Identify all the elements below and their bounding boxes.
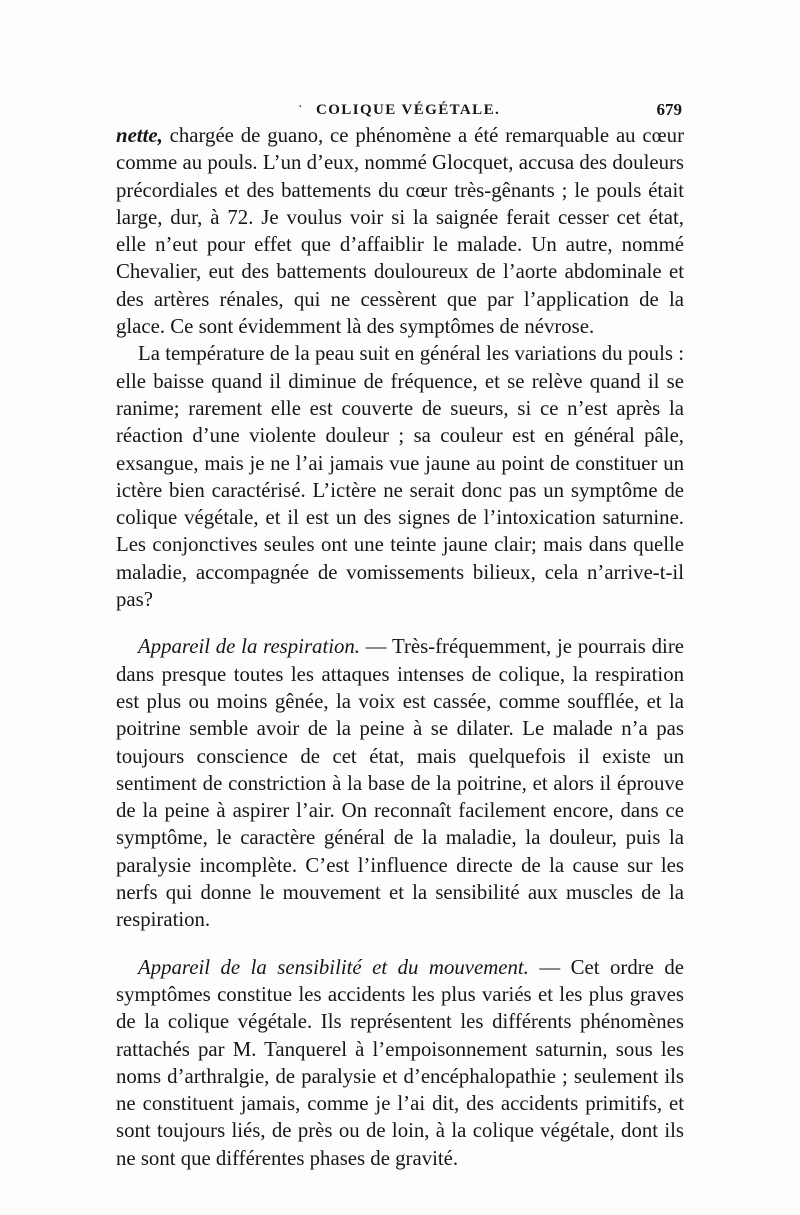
page-number: 679 — [656, 100, 682, 119]
section-heading-sensibility-movement: Appareil de la sensibilité et du mouvement. — [138, 955, 529, 979]
section-heading-respiration: Appareil de la respiration. — [138, 635, 360, 659]
paragraph-sensibility-movement-text: — Cet ordre de symptômes constitue les accidents les plus variés et les plus graves de la colique végétale. Ils représentent les différents phénomènes rattachés par M. Tanquerel à l’empoisonnement saturnin, sous les noms d’arthralgie, de paralysie et d’encéphalopathie ; seulement ils ne constituent jamais, comme je l’ai dit, des accidents primitifs, et sont toujours liés, de près ou de loin, à la colique végétale, dont ils ne sont que différentes phases de gravité. — [116, 955, 684, 1170]
paragraph-continued-text: chargée de guano, ce phénomène a été remarquable au cœur comme au pouls. L’un d’eux, nommé Glocquet, accusa des douleurs précordiales et des battements du cœur très-gênants ; le pouls était large, dur, à 72. Je voulus voir si la saignée ferait cesser cet état, elle n’eut pour effet que d’affaiblir le malade. Un autre, nommé Chevalier, eut des battements douloureux de l’aorte abdominale et des artères rénales, qui ne cessèrent que par l’application de la glace. Ce sont évidemment là des symptômes de névrose. — [116, 124, 684, 339]
paragraph-skin-temperature-text: La température de la peau suit en général les variations du pouls : elle baisse quand il diminue de fréquence, et se relève quand il se ranime; rarement elle est couverte de sueurs, si ce n’est après la réaction d’une violente douleur ; sa couleur est en général pâle, exsangue, mais je ne l’ai jamais vue jaune au point de constituer un ictère bien caractérisé. L’ictère ne serait donc pas un symptôme de colique végétale, et il est un des signes de l’intoxication saturnine. Les conjonctives seules ont une teinte jaune clair; mais dans quelle maladie, accompagnée de vomissements bilieux, cela n’arrive-t-il pas? — [116, 342, 684, 612]
paragraph-respiration-text: — Très-fréquemment, je pourrais dire dans presque toutes les attaques intenses de colique, la respiration est plus ou moins gênée, la voix est cassée, comme soufflée, et la poitrine semble avoir de la peine à se dilater. Le malade n’a pas toujours conscience de cet état, mais quelquefois il existe un sentiment de constriction à la base de la poitrine, et alors il éprouve de la peine à aspirer l’air. On reconnaît facilement encore, dans ce symptôme, le caractère général de la maladie, la douleur, puis la paralysie incomplète. C’est l’influence directe de la cause sur les nerfs qui donne le mouvement et la sensibilité aux muscles de la respiration. — [116, 635, 684, 932]
running-head-bullet: · — [298, 100, 303, 115]
running-head — [116, 98, 684, 122]
paragraph-continued-lead: nette, — [116, 124, 163, 147]
body-text — [116, 122, 684, 1172]
paragraph-skin-temperature — [116, 340, 684, 613]
paragraph-respiration — [116, 633, 684, 933]
running-head-title: COLIQUE VÉGÉTALE. — [316, 102, 501, 118]
paragraph-continued — [116, 122, 684, 340]
paragraph-sensibility-movement — [116, 954, 684, 1172]
